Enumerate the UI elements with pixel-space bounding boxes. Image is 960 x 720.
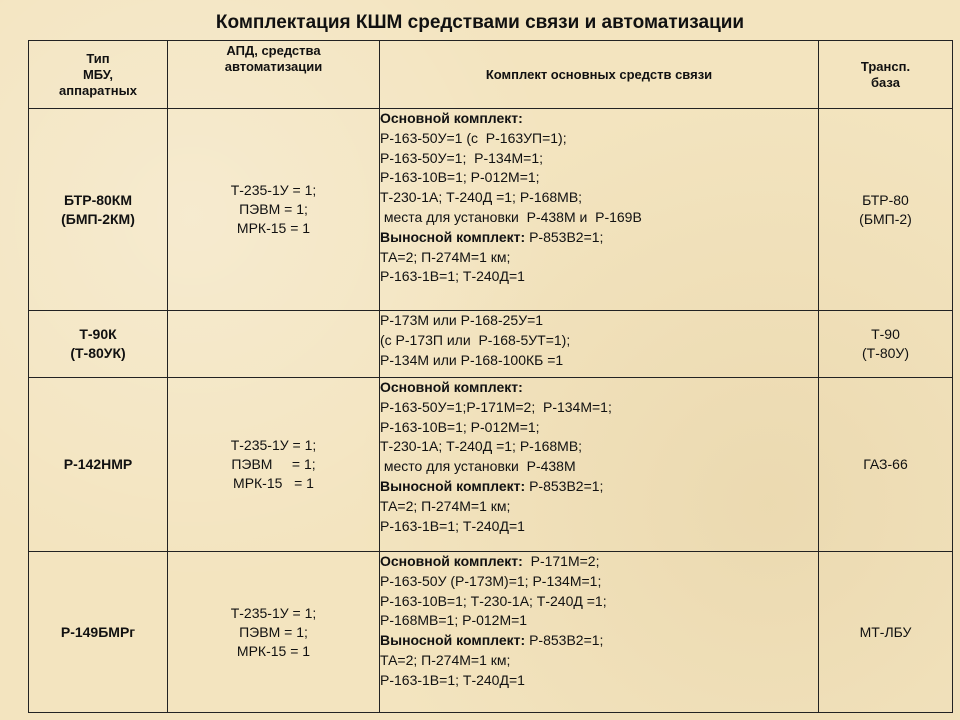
table-row	[29, 552, 953, 713]
comm-line	[380, 477, 818, 497]
base-cell	[819, 378, 953, 552]
header-apd	[168, 41, 380, 109]
comm-line	[380, 188, 818, 208]
kit-label: Основной комплект:	[380, 379, 523, 395]
comm-text: (с Р-173П или Р-168-5УТ=1);	[380, 331, 571, 348]
header-base-line: база	[871, 74, 900, 90]
comm-text: Р-853В2=1;	[525, 228, 604, 245]
comm-text: Р-163-1В=1; Т-240Д=1	[380, 517, 525, 534]
header-type-line: МБУ,	[82, 66, 114, 82]
comm-cell	[380, 311, 819, 378]
comm-line	[380, 331, 818, 351]
comm-line	[380, 552, 818, 572]
header-apd-line: АПД, средства	[226, 43, 321, 58]
comm-line	[380, 651, 818, 671]
comm-line	[380, 398, 818, 418]
apd-cell	[168, 378, 380, 552]
apd-cell	[168, 109, 380, 311]
type-cell-line: (Т-80УК)	[70, 345, 126, 361]
base-cell-line: (Т-80У)	[861, 345, 909, 361]
comm-line	[380, 267, 818, 287]
comm-line	[380, 631, 818, 651]
comm-cell	[380, 552, 819, 713]
header-type-line: Тип	[86, 50, 110, 66]
base-cell	[819, 552, 953, 713]
comm-line	[380, 572, 818, 592]
base-cell-line: БТР-80	[862, 191, 909, 208]
apd-cell-line: Т-235-1У = 1;	[230, 437, 317, 453]
apd-cell-line: ПЭВМ = 1;	[239, 201, 308, 217]
base-cell-line: Т-90	[871, 326, 900, 342]
comm-text: Р-163-50У (Р-173М)=1; Р-134М=1;	[380, 572, 602, 589]
apd-cell	[168, 552, 380, 713]
header-apd-line: автоматизации	[224, 59, 323, 74]
comm-text: Р-163-10В=1; Т-230-1А; Т-240Д =1;	[380, 592, 607, 609]
comm-line	[380, 437, 818, 457]
comm-text: Р-163-50У=1;Р-171М=2; Р-134М=1;	[380, 398, 612, 415]
comm-line	[380, 378, 818, 398]
base-cell-line: (БМП-2)	[859, 210, 912, 227]
type-cell	[29, 109, 168, 311]
comm-text: Т-230-1А; Т-240Д =1; Р-168МВ;	[380, 438, 583, 455]
header-base-line: Трансп.	[860, 58, 911, 74]
comm-line	[380, 208, 818, 228]
comm-text: место для установки Р-438М	[380, 458, 576, 475]
comm-line	[380, 592, 818, 612]
comm-text: Р-171М=2;	[522, 553, 600, 569]
type-cell-line: Р-142НМР	[63, 456, 133, 472]
comm-cell	[380, 109, 819, 311]
comm-text: Р-163-50У=1; Р-134М=1;	[380, 149, 543, 166]
kit-label: Выносной комплект:	[380, 228, 526, 245]
comm-line	[380, 457, 818, 477]
base-cell-line: МТ-ЛБУ	[859, 623, 912, 640]
comm-text: Т-230-1А; Т-240Д =1; Р-168МВ;	[380, 189, 583, 206]
header-base	[819, 41, 953, 109]
table-row	[29, 378, 953, 552]
type-cell	[29, 311, 168, 378]
comm-line	[380, 497, 818, 517]
comm-text: ТА=2; П-274М=1 км;	[380, 248, 511, 265]
header-comm-line: Комплект основных средств связи	[485, 66, 713, 82]
type-cell-line: Т-90К	[79, 326, 117, 342]
table-row	[29, 109, 953, 311]
comm-line	[380, 228, 818, 248]
comm-text: Р-163-1В=1; Т-240Д=1	[380, 268, 525, 285]
comm-line	[380, 671, 818, 691]
header-type-line: аппаратных	[59, 82, 137, 98]
type-cell	[29, 552, 168, 713]
comm-line	[380, 311, 818, 331]
comm-line	[380, 611, 818, 631]
type-cell-line: БТР-80КМ	[63, 191, 133, 208]
kit-label: Основной комплект:	[380, 553, 523, 569]
header-type	[29, 41, 168, 109]
comm-text: Р-173М или Р-168-25У=1	[380, 312, 544, 328]
comm-text: Р-853В2=1;	[525, 477, 604, 494]
apd-cell-line: ПЭВМ = 1;	[231, 456, 316, 472]
header-comm	[380, 41, 819, 109]
comm-text: Р-168МВ=1; Р-012М=1	[380, 612, 528, 629]
apd-cell-line: ПЭВМ = 1;	[239, 623, 308, 640]
table-row	[29, 311, 953, 378]
kit-label: Выносной комплект:	[380, 477, 526, 494]
comm-line	[380, 149, 818, 169]
type-cell-line: (БМП-2КМ)	[61, 210, 135, 227]
base-cell-line: ГАЗ-66	[863, 456, 908, 472]
comm-text: ТА=2; П-274М=1 км;	[380, 497, 511, 514]
apd-cell-line: Т-235-1У = 1;	[230, 604, 317, 621]
comm-line	[380, 418, 818, 438]
apd-cell-line: МРК-15 = 1	[236, 220, 311, 236]
apd-cell-line: МРК-15 = 1	[236, 642, 311, 659]
comm-text: места для установки Р-438М и Р-169В	[380, 208, 642, 225]
comm-text: ТА=2; П-274М=1 км;	[380, 651, 511, 668]
comm-text: Р-134М или Р-168-100КБ =1	[380, 351, 564, 368]
apd-cell	[168, 311, 380, 378]
base-cell	[819, 109, 953, 311]
page-title: Комплектация КШМ средствами связи и автоматизации	[215, 12, 745, 33]
comm-line	[380, 168, 818, 188]
type-cell	[29, 378, 168, 552]
comm-text: Р-163-10В=1; Р-012М=1;	[380, 418, 540, 435]
comm-line	[380, 129, 818, 149]
type-cell-line: Р-149БМРг	[60, 623, 136, 640]
comm-text: Р-163-10В=1; Р-012М=1;	[380, 169, 540, 186]
comm-text: Р-163-50У=1 (с Р-163УП=1);	[380, 129, 567, 146]
apd-cell-line: Т-235-1У = 1;	[230, 182, 317, 198]
comm-line	[380, 109, 818, 129]
kit-label: Выносной комплект:	[380, 632, 526, 649]
header-row	[29, 41, 953, 109]
base-cell	[819, 311, 953, 378]
comm-cell	[380, 378, 819, 552]
equipment-table	[28, 40, 953, 713]
comm-text: Р-853В2=1;	[525, 632, 604, 649]
comm-line	[380, 351, 818, 371]
kit-label: Основной комплект:	[380, 110, 523, 126]
apd-cell-line: МРК-15 = 1	[233, 475, 314, 491]
comm-text: Р-163-1В=1; Т-240Д=1	[380, 671, 525, 688]
comm-line	[380, 248, 818, 268]
comm-line	[380, 517, 818, 537]
